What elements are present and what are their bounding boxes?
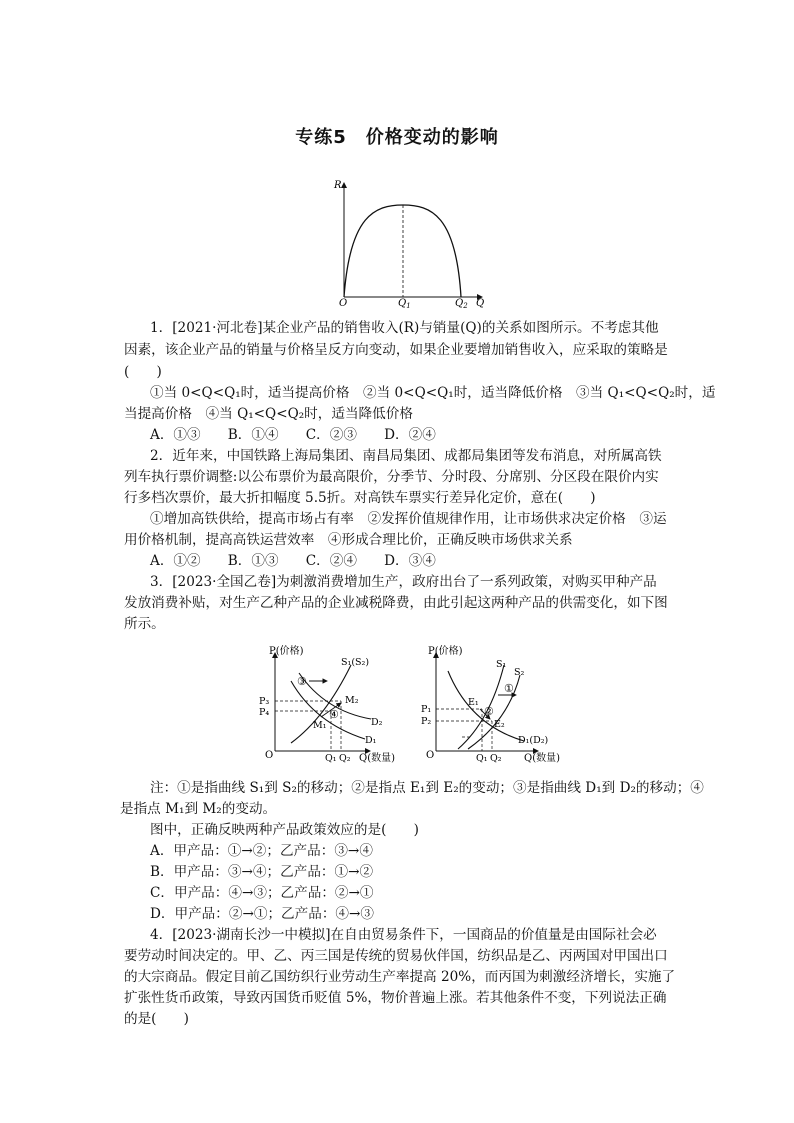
fig3-q1-label: Q₁: [476, 753, 488, 764]
fig2-mark-3: ③: [297, 675, 307, 688]
fig1-origin-label: O: [339, 298, 348, 309]
fig2-p4-label: P₄: [259, 707, 270, 718]
q1-stem-line2: 因素，该企业产品的销量与价格呈反方向变动，如果企业要增加销售收入，应采取的策略是: [124, 342, 668, 358]
supply-demand-figure-left: [255, 643, 400, 771]
fig2-m2-label: M₂: [345, 695, 359, 706]
q3-option-b: B．甲产品：③→④；乙产品：①→②: [150, 864, 374, 880]
fig2-d2-label: D₂: [371, 717, 383, 728]
fig3-mark-1: ①: [504, 682, 514, 695]
fig3-s1-label: S₁: [496, 659, 507, 670]
q3-stem-line2: 发放消费补贴，对生产乙种产品的企业减税降费，由此引起这两种产品的供需变化，如下图: [124, 595, 668, 611]
q2-choices: A．①② B．①③ C．②④ D．③④: [150, 553, 436, 569]
q3-option-d: D．甲产品：②→①；乙产品：④→③: [150, 906, 374, 922]
q2-stem-line2: 列车执行票价调整:以公布票价为最高限价，分季节、分时段、分席别、分区段在限价内实: [124, 469, 659, 485]
q1-options-line2: 当提高价格 ④当 Q₁<Q<Q₂时，适当降低价格: [124, 406, 413, 422]
q1-stem-line1: 1．[2021·河北卷]某企业产品的销售收入(R)与销量(Q)的关系如图所示。不考虑其他: [150, 320, 659, 336]
q4-stem-line3: 的大宗商品。假定目前乙国纺织行业劳动生产率提高 20%，而丙国为刺激经济增长，实施了: [124, 969, 676, 985]
fig2-origin-label: O: [265, 750, 274, 761]
supply-demand-figure-right: [418, 643, 568, 771]
fig2-p-axis-label: P(价格): [269, 646, 304, 657]
fig3-origin-label: O: [426, 750, 435, 761]
fig1-q1-label: $Q_1$: [398, 298, 411, 310]
q3-ask: 图中，正确反映两种产品政策效应的是( ): [150, 822, 419, 838]
q1-options-line1: ①当 0<Q<Q₁时，适当提高价格 ②当 0<Q<Q₁时，适当降低价格 ③当 Q₁<Q<Q₂时，适: [150, 385, 716, 401]
fig3-e1-label: E₁: [468, 697, 479, 708]
q4-stem-line4: 扩张性货币政策，导致丙国货币贬值 5%，物价普遍上涨。若其他条件不变，下列说法正确: [124, 990, 667, 1006]
q1-choices: A．①③ B．①④ C．②③ D．②④: [150, 427, 436, 443]
fig2-q-axis-label: Q(数量): [359, 753, 396, 764]
page-title: 专练5 价格变动的影响: [295, 127, 499, 148]
fig3-p2-label: P₂: [421, 716, 432, 727]
fig2-q1-label: Q₁: [325, 753, 337, 764]
q4-stem-line1: 4．[2023·湖南长沙一中模拟]在自由贸易条件下，一国商品的价值量是由国际社会必: [150, 927, 657, 943]
fig2-s1s2-label: S₁(S₂): [341, 657, 370, 668]
fig2-p3-label: P₃: [259, 696, 270, 707]
fig3-p1-label: P₁: [421, 704, 432, 715]
q3-note-line1: 注：①是指曲线 S₁到 S₂的移动；②是指点 E₁到 E₂的变动；③是指曲线 D₁到 D₂的移动；④: [150, 780, 704, 796]
fig1-y-axis-label: R: [334, 180, 342, 191]
fig3-q-axis-label: Q(数量): [524, 753, 561, 764]
fig3-d1d2-label: D₁(D₂): [518, 735, 549, 746]
fig1-q2-label: $Q_2$: [455, 298, 468, 310]
q2-stem-line3: 行多档次票价，最大折扣幅度 5.5折。对高铁车票实行差异化定价，意在( ): [124, 490, 596, 506]
fig3-e2-label: E₂: [494, 719, 505, 730]
fig2-mark-4: ④: [329, 708, 339, 721]
fig3-s2-label: S₂: [514, 667, 525, 678]
fig2-m1-label: M₁: [313, 720, 327, 731]
q3-note-line2: 是指点 M₁到 M₂的变动。: [120, 801, 277, 817]
q4-stem-line2: 要劳动时间决定的。甲、乙、丙三国是传统的贸易伙伴国，纺织品是乙、丙两国对甲国出口: [124, 948, 668, 964]
q2-options-line1: ①增加高铁供给，提高市场占有率 ②发挥价值规律作用，让市场供求决定价格 ③运: [150, 511, 667, 527]
q1-stem-line3: ( ): [124, 364, 162, 380]
fig2-q2-label: Q₂: [339, 753, 351, 764]
fig3-p-axis-label: P(价格): [428, 646, 463, 657]
fig3-q2-label: Q₂: [490, 753, 502, 764]
q3-option-a: A．甲产品：①→②；乙产品：③→④: [150, 843, 373, 859]
q2-options-line2: 用价格机制，提高高铁运营效率 ④形成合理比价，正确反映市场供求关系: [124, 532, 573, 548]
q4-stem-line5: 的是( ): [124, 1011, 189, 1027]
q3-stem-line1: 3．[2023·全国乙卷]为刺激消费增加生产，政府出台了一系列政策，对购买甲种产品: [150, 574, 657, 590]
revenue-curve-figure: [330, 175, 490, 310]
q3-stem-line3: 所示。: [124, 616, 165, 632]
q2-stem-line1: 2．近年来，中国铁路上海局集团、南昌局集团、成都局集团等发布消息，对所属高铁: [150, 448, 662, 464]
fig2-d1-label: D₁: [365, 735, 377, 746]
fig1-x-axis-label: Q: [476, 298, 485, 309]
fig3-mark-2: ②: [484, 705, 494, 718]
q3-option-c: C．甲产品：④→③；乙产品：②→①: [150, 885, 374, 901]
